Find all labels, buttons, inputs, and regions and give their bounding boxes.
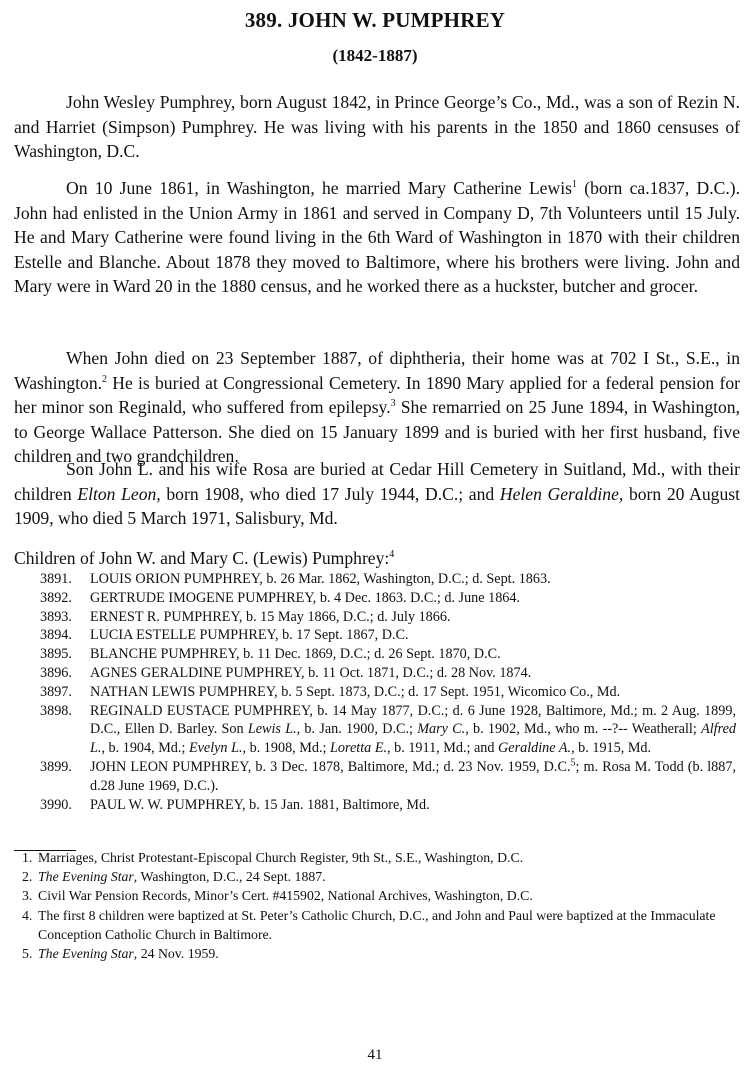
child-number: 3893. [40,608,72,625]
child-number: 3896. [40,664,72,681]
person-name: Helen Geraldine, [499,483,624,504]
footnote-ref: 2 [102,373,108,385]
footnote-text-part: , Washington, D.C., 24 Sept. 1887. [133,869,326,885]
child-entry-john [0,758,750,796]
children-heading [14,548,394,569]
child-entry-paul [0,796,750,815]
child-entry [0,570,750,589]
footnote-text: Civil War Pension Records, Minor’s Cert. #415902, National Archives, Washington, D.C. [38,888,533,904]
paragraph-birth [14,90,740,164]
child-entry [0,683,750,702]
publication-title: The Evening Star [38,946,134,962]
paragraph-death [14,346,740,469]
child-number: 3897. [40,683,72,700]
child-text: ERNEST R. PUMPHREY, b. 15 May 1866, D.C.; d. July 1866. [90,608,451,625]
child-text-part: REGINALD EUSTACE PUMPHREY, b. 14 May 1877, D.C.; d. 6 June 1928, Baltimore, Md.; m. 2 Aug. 1899, D.C., Ellen D. Barley. Son [90,702,736,738]
child-entry [0,608,750,627]
paragraph-text: Son John L. and his wife Rosa are buried at Cedar Hill Cemetery in Suitland, Md., with their children [14,459,740,504]
page-title: 389. JOHN W. PUMPHREY [244,8,506,32]
footnote-number: 3. [22,888,33,904]
paragraph-marriage [14,176,740,299]
footnote-text: The first 8 children were baptized at St. Peter’s Catholic Church, D.C., and John and Paul were baptized at the Immaculate Conception Catholic Church in Baltimore. [38,907,716,942]
paragraph-text: She remarried on 25 June 1894, in Washington, to George Wallace Patterson. She died on 15 January 1899 and is buried with her first husband, five children and two grandchildren. [14,397,741,466]
footnote-text [38,944,740,963]
grandchild-name: Mary C. [417,721,466,738]
child-text-part: ; m. Rosa M. Todd (b. l887, d.28 June 1969, D.C.). [90,758,736,794]
child-text [90,758,736,796]
footnote-number: 4. [22,907,33,923]
child-text-part: , b. 1911, Md.; and [387,740,499,757]
child-text: AGNES GERALDINE PUMPHREY, b. 11 Oct. 1871, D.C.; d. 28 Nov. 1874. [90,664,532,681]
paragraph-text: He is buried at Congressional Cemetery. In 1890 Mary applied for a federal pension for her minor son Reginald, who suffered from epilepsy. [14,372,740,417]
footnote-ref: 3 [390,398,396,410]
paragraph-text: born 1908, who died 17 July 1944, D.C.; and [160,483,500,504]
footnote-text: Marriages, Christ Protestant-Episcopal Church Register, 9th St., S.E., Washington, D.C. [38,850,524,865]
child-text: LUCIA ESTELLE PUMPHREY, b. 17 Sept. 1867, D.C. [90,627,409,644]
paragraph-text: John Wesley Pumphrey, born August 1842, in Prince George’s Co., Md., was a son of Rezin N. and Harriet (Simpson) Pumphrey. He was living with his parents in the 1850 and 1860 censuses of Washington, D.C. [14,92,740,161]
child-text: LOUIS ORION PUMPHREY, b. 26 Mar. 1862, Washington, D.C.; d. Sept. 1863. [90,571,551,587]
child-number: 3990. [40,796,72,813]
person-name: Elton Leon, [77,483,161,504]
child-text-part: , b. 1908, Md.; [242,740,331,757]
grandchild-name: Lewis L. [247,721,297,738]
footnote [0,886,750,905]
footnote-ref: 5 [570,757,576,769]
child-entry [0,664,750,683]
paragraph-text: On 10 June 1861, in Washington, he married Mary Catherine Lewis [66,178,572,198]
grandchild-name: Alfred L. [90,721,736,757]
child-entry [0,626,750,645]
footnote-number: 5. [22,946,33,962]
footnote-text-part: , 24 Nov. 1959. [133,946,219,962]
footnote-number: 1. [22,850,33,865]
child-entry [0,645,750,664]
child-text-part: , b. 1904, Md.; [101,740,189,757]
child-number: 3892. [40,589,72,606]
children-heading-text: Children of John W. and Mary C. (Lewis) Pumphrey: [14,548,390,568]
child-entry [0,589,750,608]
paragraph-son [14,457,740,531]
paragraph-text: When John died on 23 September 1887, of diphtheria, their home was at 702 I St., S.E., in Washington. [14,348,740,393]
footnote [0,906,750,944]
footnote [0,867,750,886]
child-number: 3898. [40,702,72,719]
child-text: PAUL W. W. PUMPHREY, b. 15 Jan. 1881, Baltimore, Md. [90,796,430,813]
footnote-ref: 4 [389,549,395,561]
child-text-part: , b. 1915, Md. [571,740,652,757]
footnote [0,848,750,867]
publication-title: The Evening Star [38,869,134,885]
child-text-part: JOHN LEON PUMPHREY, b. 3 Dec. 1878, Baltimore, Md.; d. 23 Nov. 1959, D.C. [90,758,571,775]
paragraph-text: born 20 August 1909, who died 5 March 1971, Salisbury, Md. [14,483,740,528]
paragraph-text: (born ca.1837, D.C.). John had enlisted in the Union Army in 1861 and served in Company D, 7th Volunteers until 15 July. He and Mary Catherine were found living in the 6th Ward of Washington in 1870 with their children Estelle and Blanche. About 1878 they moved to Baltimore, where his brothers were living. John and Mary were in Ward 20 in the 1880 census, and he worked there as a huckster, butcher and grocer. [14,178,740,296]
footnotes [0,848,750,963]
grandchild-name: Geraldine A. [498,740,572,757]
child-number: 3899. [40,758,72,775]
page-number: 41 [367,1047,383,1063]
child-text: GERTRUDE IMOGENE PUMPHREY, b. 4 Dec. 1863. D.C.; d. June 1864. [90,589,521,606]
footnote-ref: 1 [571,179,577,191]
child-text: NATHAN LEWIS PUMPHREY, b. 5 Sept. 1873, D.C.; d. 17 Sept. 1951, Wicomico Co., Md. [90,683,621,700]
footnote-number: 2. [22,869,33,885]
child-entry-reginald [0,702,750,758]
grandchild-name: Evelyn L. [188,740,243,757]
child-number: 3891. [40,571,72,587]
life-dates: (1842-1887) [332,46,418,65]
children-list [0,570,750,814]
footnote [0,944,750,963]
child-text [90,702,736,758]
child-number: 3894. [40,627,72,644]
child-text-part: , b. 1902, Md., who m. --?-- Weatherall; [465,721,702,738]
child-text-part: , b. Jan. 1900, D.C.; [296,721,418,738]
child-number: 3895. [40,646,72,663]
child-text: BLANCHE PUMPHREY, b. 11 Dec. 1869, D.C.; d. 26 Sept. 1870, D.C. [90,646,501,663]
grandchild-name: Loretta E. [330,740,388,757]
footnote-text [38,867,740,886]
